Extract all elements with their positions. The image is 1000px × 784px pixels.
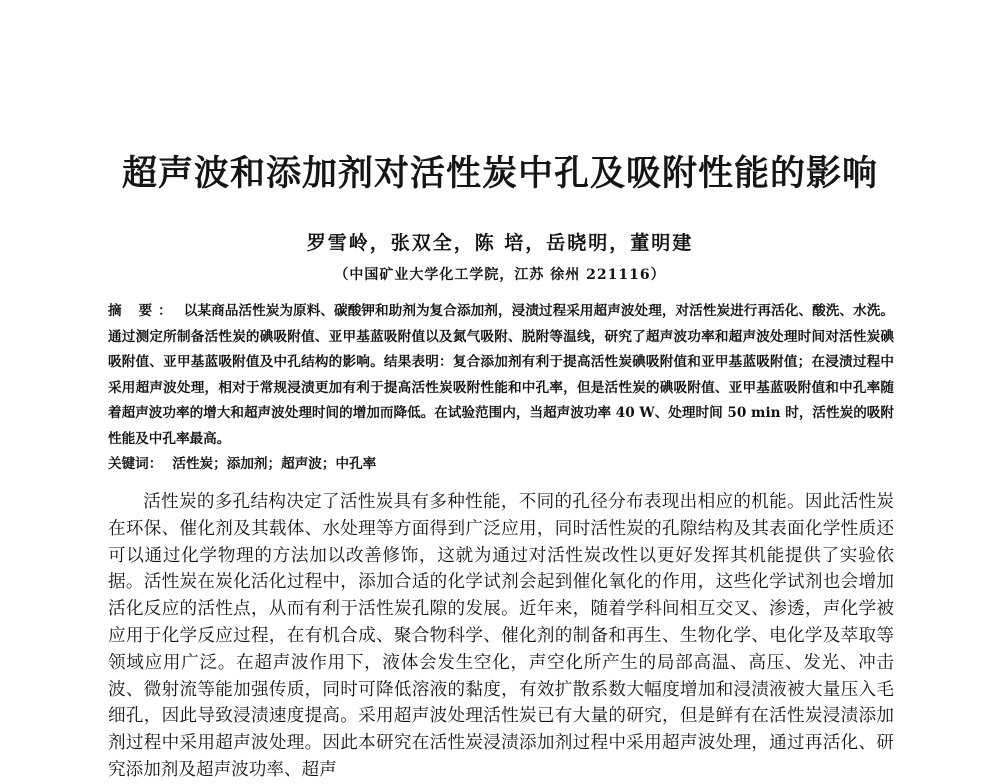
body-paragraph: 活性炭的多孔结构决定了活性炭具有多种性能，不同的孔径分布表现出相应的机能。因此活性炭在环保、催化剂及其载体、水处理等方面得到广泛应用，同时活性炭的孔隙结构及其表面化学性质还可以通过化学物理的方法加以改善修饰，这就为通过对活性炭改性以更好发挥其机能提供了实验依据。活性炭在炭化活化过程中，添加合适的化学试剂会起到催化氧化的作用，这些化学试剂也会增加活化反应的活性点，从而有利于活性炭孔隙的发展。近年来，随着学科间相互交叉、渗透，声化学被应用于化学反应过程，在有机合成、聚合物科学、催化剂的制备和再生、生物化学、电化学及萃取等领域应用广泛。在超声波作用下，液体会发生空化，声空化所产生的局部高温、高压、发光、冲击波、微射流等能加强传质，同时可降低溶液的黏度，有效扩散系数大幅度增加和浸渍液被大量压入毛细孔，因此导致浸渍速度提高。采用超声波处理活性炭已有大量的研究，但是鲜有在活性炭浸渍添加剂过程中采用超声波处理。因此本研究在活性炭浸渍添加剂过程中采用超声波处理，通过再活化、研究添加剂及超声波功率、超声 bbox=[108, 492, 894, 780]
abstract-block bbox=[108, 299, 894, 452]
paper-title: 超声波和添加剂对活性炭中孔及吸附性能的影响 bbox=[121, 154, 878, 194]
keywords-block bbox=[108, 452, 894, 476]
abstract-text: 以某商品活性炭为原料、碳酸钾和助剂为复合添加剂，浸渍过程采用超声波处理，对活性炭进行再活化、酸洗、水洗。通过测定所制备活性炭的碘吸附值、亚甲基蓝吸附值以及氮气吸附、脱附等温线，研究了超声波功率和超声波处理时间对活性炭碘吸附值、亚甲基蓝吸附值及中孔结构的影响。结果表明：复合添加剂有利于提高活性炭碘吸附值和亚甲基蓝吸附值；在浸渍过程中采用超声波处理，相对于常规浸渍更加有利于提高活性炭吸附性能和中孔率，但是活性炭的碘吸附值、亚甲基蓝吸附值和中孔率随着超声波功率的增大和超声波处理时间的增加而降低。在试验范围内，当超声波功率 40 W、处理时间 50 min 时，活性炭的吸附性能及中孔率最高。 bbox=[108, 303, 894, 447]
abstract-label: 摘 要： bbox=[108, 303, 178, 319]
author-affiliation: （中国矿业大学化工学院，江苏 徐州 221116） bbox=[334, 267, 666, 283]
keywords-label: 关键词： bbox=[108, 456, 163, 472]
author-list: 罗雪岭，张双全，陈 培，岳晓明，董明建 bbox=[306, 232, 694, 254]
keywords-text: 活性炭；添加剂；超声波；中孔率 bbox=[172, 456, 377, 472]
